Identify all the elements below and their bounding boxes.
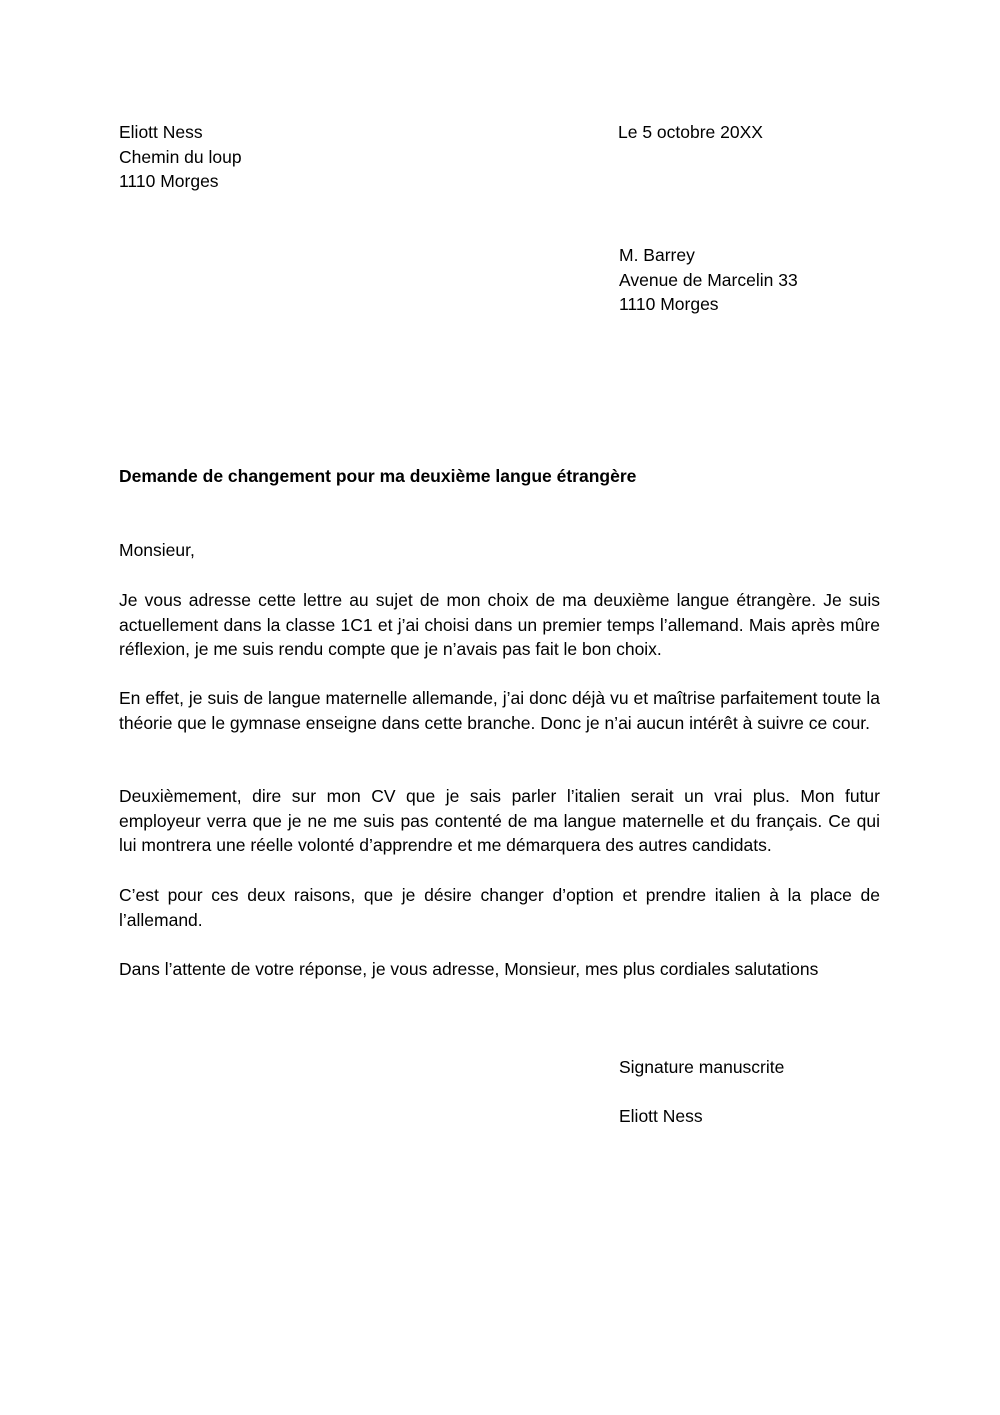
recipient-city: 1110 Morges	[619, 294, 719, 314]
signature-name: Eliott Ness	[619, 1106, 703, 1126]
body-paragraph-4: C’est pour ces deux raisons, que je désire changer d’option et prendre italien à la place de l’allemand.	[119, 885, 880, 930]
sender-name: Eliott Ness	[119, 122, 203, 142]
letter-subject: Demande de changement pour ma deuxième langue étrangère	[119, 466, 637, 486]
sender-city: 1110 Morges	[119, 171, 219, 191]
recipient-street: Avenue de Marcelin 33	[619, 269, 798, 290]
recipient-name: M. Barrey	[619, 245, 695, 265]
recipient-address	[619, 243, 798, 317]
body-paragraph-2: En effet, je suis de langue maternelle allemande, j’ai donc déjà vu et maîtrise parfaitement toute la théorie que le gymnase enseigne dans cette branche. Donc je n’ai aucun intérêt à suivre ce cour.	[119, 688, 880, 733]
body-paragraph-1: Je vous adresse cette lettre au sujet de mon choix de ma deuxième langue étrangère. Je suis actuellement dans la classe 1C1 et j’ai choisi dans un premier temps l’allemand. Mais après mûre réflexion, je me suis rendu compte que je n’avais pas fait le bon choix.	[119, 590, 880, 659]
letter-date: Le 5 octobre 20XX	[618, 122, 763, 142]
sender-address	[119, 120, 242, 194]
body-paragraph-3: Deuxièmement, dire sur mon CV que je sais parler l’italien serait un vrai plus. Mon futur employeur verra que je ne me suis pas contenté de ma langue maternelle et du français. Ce qui lui montrera une réelle volonté d’apprendre et me démarquera des autres candidats.	[119, 786, 880, 855]
sender-street: Chemin du loup	[119, 146, 242, 167]
closing-paragraph: Dans l’attente de votre réponse, je vous adresse, Monsieur, mes plus cordiales salutations	[119, 959, 819, 979]
signature-note: Signature manuscrite	[619, 1057, 785, 1077]
letter-salutation: Monsieur,	[119, 540, 195, 560]
